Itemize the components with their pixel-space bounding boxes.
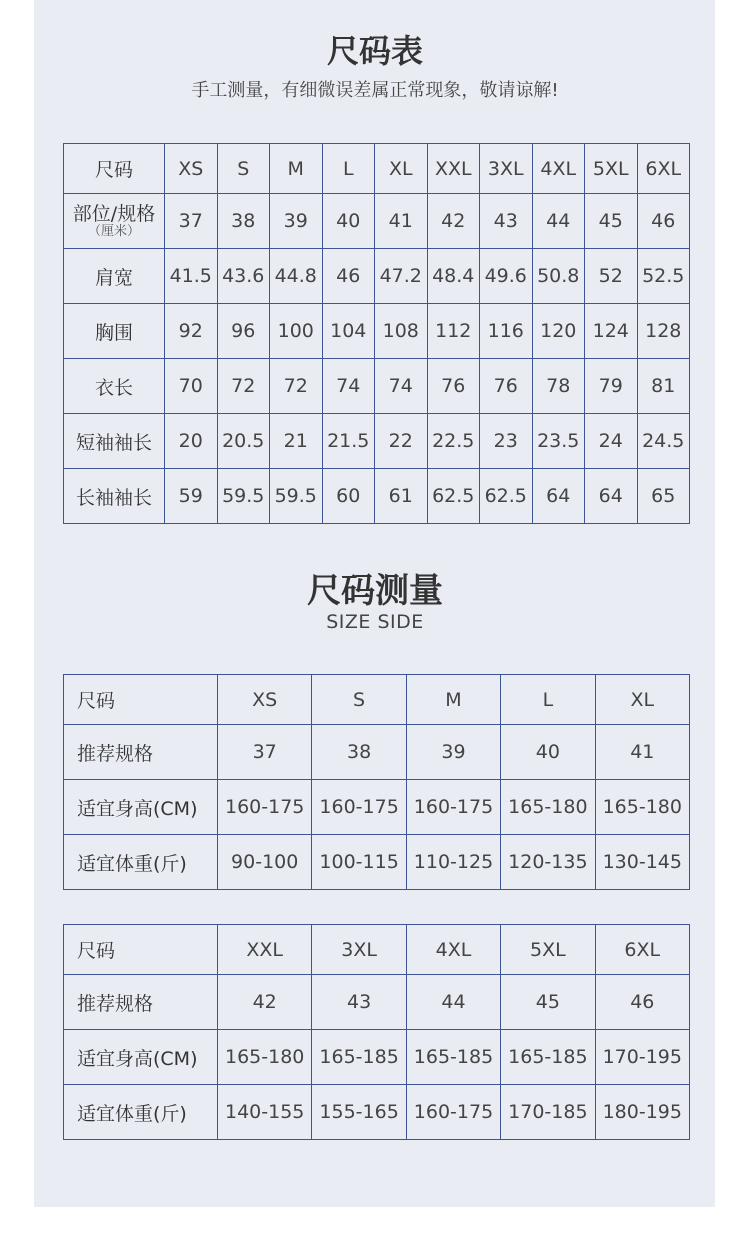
table-cell: 120	[532, 304, 585, 359]
table-cell: 41.5	[165, 249, 218, 304]
header-cell: 4XL	[532, 144, 585, 194]
table-row	[64, 249, 690, 304]
table-cell: 160-175	[218, 780, 312, 835]
table-cell: 65	[637, 469, 690, 524]
table-cell: 61	[375, 469, 428, 524]
table-cell: 20	[165, 414, 218, 469]
header-cell: 3XL	[480, 144, 533, 194]
spec-sublabel: （厘米）	[87, 223, 140, 239]
header-cell: M	[270, 144, 323, 194]
table-row	[64, 1085, 690, 1140]
table-cell: 23.5	[532, 414, 585, 469]
size-measure-title: 尺码测量	[307, 571, 443, 611]
table-cell: 40	[322, 194, 375, 249]
table-cell: 170-185	[501, 1085, 595, 1140]
row-label	[64, 194, 165, 249]
row-label: 衣长	[64, 359, 165, 414]
table-cell: 165-185	[501, 1030, 595, 1085]
header-cell: 6XL	[595, 925, 689, 975]
table-cell: 110-125	[406, 835, 500, 890]
table-cell: 90-100	[218, 835, 312, 890]
table-cell: 160-175	[312, 780, 406, 835]
row-label: 推荐规格	[64, 975, 218, 1030]
table-cell: 23	[480, 414, 533, 469]
table-cell: 45	[585, 194, 638, 249]
table-cell: 21	[270, 414, 323, 469]
header-cell: XS	[165, 144, 218, 194]
spec-label: 部位/规格	[72, 202, 156, 225]
table-cell: 49.6	[480, 249, 533, 304]
table-cell: 62.5	[480, 469, 533, 524]
table-cell: 41	[375, 194, 428, 249]
size-measure-subtitle: SIZE SIDE	[326, 611, 424, 633]
table-cell: 160-175	[406, 1085, 500, 1140]
table-row	[64, 1030, 690, 1085]
table-cell: 24	[585, 414, 638, 469]
table-cell: 46	[637, 194, 690, 249]
table-cell: 22	[375, 414, 428, 469]
table-cell: 45	[501, 975, 595, 1030]
table-cell: 59	[165, 469, 218, 524]
table-cell: 38	[312, 725, 406, 780]
table-row	[64, 780, 690, 835]
table-cell: 64	[532, 469, 585, 524]
header-cell: 4XL	[406, 925, 500, 975]
table-cell: 104	[322, 304, 375, 359]
table-cell: 140-155	[218, 1085, 312, 1140]
recommend-table-2	[63, 924, 690, 1140]
header-cell: S	[312, 675, 406, 725]
table-cell: 62.5	[427, 469, 480, 524]
table-row	[64, 304, 690, 359]
header-cell: XL	[595, 675, 689, 725]
table-cell: 44	[532, 194, 585, 249]
table-cell: 112	[427, 304, 480, 359]
table-row	[64, 469, 690, 524]
table-cell: 165-185	[406, 1030, 500, 1085]
table-cell: 20.5	[217, 414, 270, 469]
table-cell: 128	[637, 304, 690, 359]
table-cell: 43.6	[217, 249, 270, 304]
row-label: 推荐规格	[64, 725, 218, 780]
table-cell: 160-175	[406, 780, 500, 835]
table-cell: 165-180	[501, 780, 595, 835]
table-cell: 100	[270, 304, 323, 359]
table-cell: 72	[217, 359, 270, 414]
row-label: 尺码	[64, 675, 218, 725]
table-cell: 78	[532, 359, 585, 414]
table-cell: 72	[270, 359, 323, 414]
table-cell: 52.5	[637, 249, 690, 304]
table-cell: 46	[595, 975, 689, 1030]
header-cell: M	[406, 675, 500, 725]
table-cell: 48.4	[427, 249, 480, 304]
table-cell: 43	[312, 975, 406, 1030]
row-label: 适宜体重(斤)	[64, 1085, 218, 1140]
table-cell: 180-195	[595, 1085, 689, 1140]
table-cell: 165-185	[312, 1030, 406, 1085]
row-label: 长袖袖长	[64, 469, 165, 524]
table-cell: 155-165	[312, 1085, 406, 1140]
table-cell: 79	[585, 359, 638, 414]
table-cell: 124	[585, 304, 638, 359]
table-cell: 37	[218, 725, 312, 780]
table-cell: 50.8	[532, 249, 585, 304]
table-row	[64, 835, 690, 890]
recommend-table-1	[63, 674, 690, 890]
header-cell: 尺码	[64, 144, 165, 194]
table-cell: 43	[480, 194, 533, 249]
size-chart-title: 尺码表	[326, 32, 423, 70]
header-cell: 3XL	[312, 925, 406, 975]
table-header-row	[64, 144, 690, 194]
table-cell: 44.8	[270, 249, 323, 304]
header-cell: S	[217, 144, 270, 194]
table-cell: 74	[322, 359, 375, 414]
table-cell: 60	[322, 469, 375, 524]
table-cell: 21.5	[322, 414, 375, 469]
table-cell: 116	[480, 304, 533, 359]
header-cell: 5XL	[585, 144, 638, 194]
table-row	[64, 359, 690, 414]
header-cell: 5XL	[501, 925, 595, 975]
table-cell: 64	[585, 469, 638, 524]
row-label: 短袖袖长	[64, 414, 165, 469]
table-row	[64, 975, 690, 1030]
table-cell: 81	[637, 359, 690, 414]
header-cell: L	[322, 144, 375, 194]
size-chart-subtitle: 手工测量，有细微误差属正常现象，敬请谅解!	[191, 80, 559, 101]
table-cell: 40	[501, 725, 595, 780]
table-cell: 44	[406, 975, 500, 1030]
size-chart-table	[63, 143, 690, 524]
table-cell: 70	[165, 359, 218, 414]
table-cell: 170-195	[595, 1030, 689, 1085]
table-cell: 42	[218, 975, 312, 1030]
table-cell: 42	[427, 194, 480, 249]
table-cell: 47.2	[375, 249, 428, 304]
row-label: 适宜身高(CM)	[64, 1030, 218, 1085]
table-cell: 76	[480, 359, 533, 414]
table-cell: 92	[165, 304, 218, 359]
table-cell: 52	[585, 249, 638, 304]
table-cell: 96	[217, 304, 270, 359]
table-cell: 108	[375, 304, 428, 359]
table-cell: 59.5	[217, 469, 270, 524]
table-cell: 24.5	[637, 414, 690, 469]
table-row	[64, 725, 690, 780]
header-cell: XS	[218, 675, 312, 725]
row-label: 尺码	[64, 925, 218, 975]
table-cell: 165-180	[218, 1030, 312, 1085]
table-cell: 46	[322, 249, 375, 304]
table-cell: 22.5	[427, 414, 480, 469]
table-row	[64, 414, 690, 469]
table-header-row	[64, 675, 690, 725]
header-cell: 6XL	[637, 144, 690, 194]
row-label: 肩宽	[64, 249, 165, 304]
table-cell: 130-145	[595, 835, 689, 890]
header-cell: XL	[375, 144, 428, 194]
table-cell: 59.5	[270, 469, 323, 524]
table-cell: 38	[217, 194, 270, 249]
table-cell: 120-135	[501, 835, 595, 890]
table-cell: 76	[427, 359, 480, 414]
row-label: 适宜体重(斤)	[64, 835, 218, 890]
table-row	[64, 194, 690, 249]
table-cell: 100-115	[312, 835, 406, 890]
table-cell: 165-180	[595, 780, 689, 835]
row-label: 胸围	[64, 304, 165, 359]
header-cell: XXL	[218, 925, 312, 975]
table-cell: 41	[595, 725, 689, 780]
table-cell: 39	[406, 725, 500, 780]
row-label: 适宜身高(CM)	[64, 780, 218, 835]
table-cell: 37	[165, 194, 218, 249]
header-cell: L	[501, 675, 595, 725]
table-cell: 74	[375, 359, 428, 414]
table-header-row	[64, 925, 690, 975]
table-cell: 39	[270, 194, 323, 249]
header-cell: XXL	[427, 144, 480, 194]
